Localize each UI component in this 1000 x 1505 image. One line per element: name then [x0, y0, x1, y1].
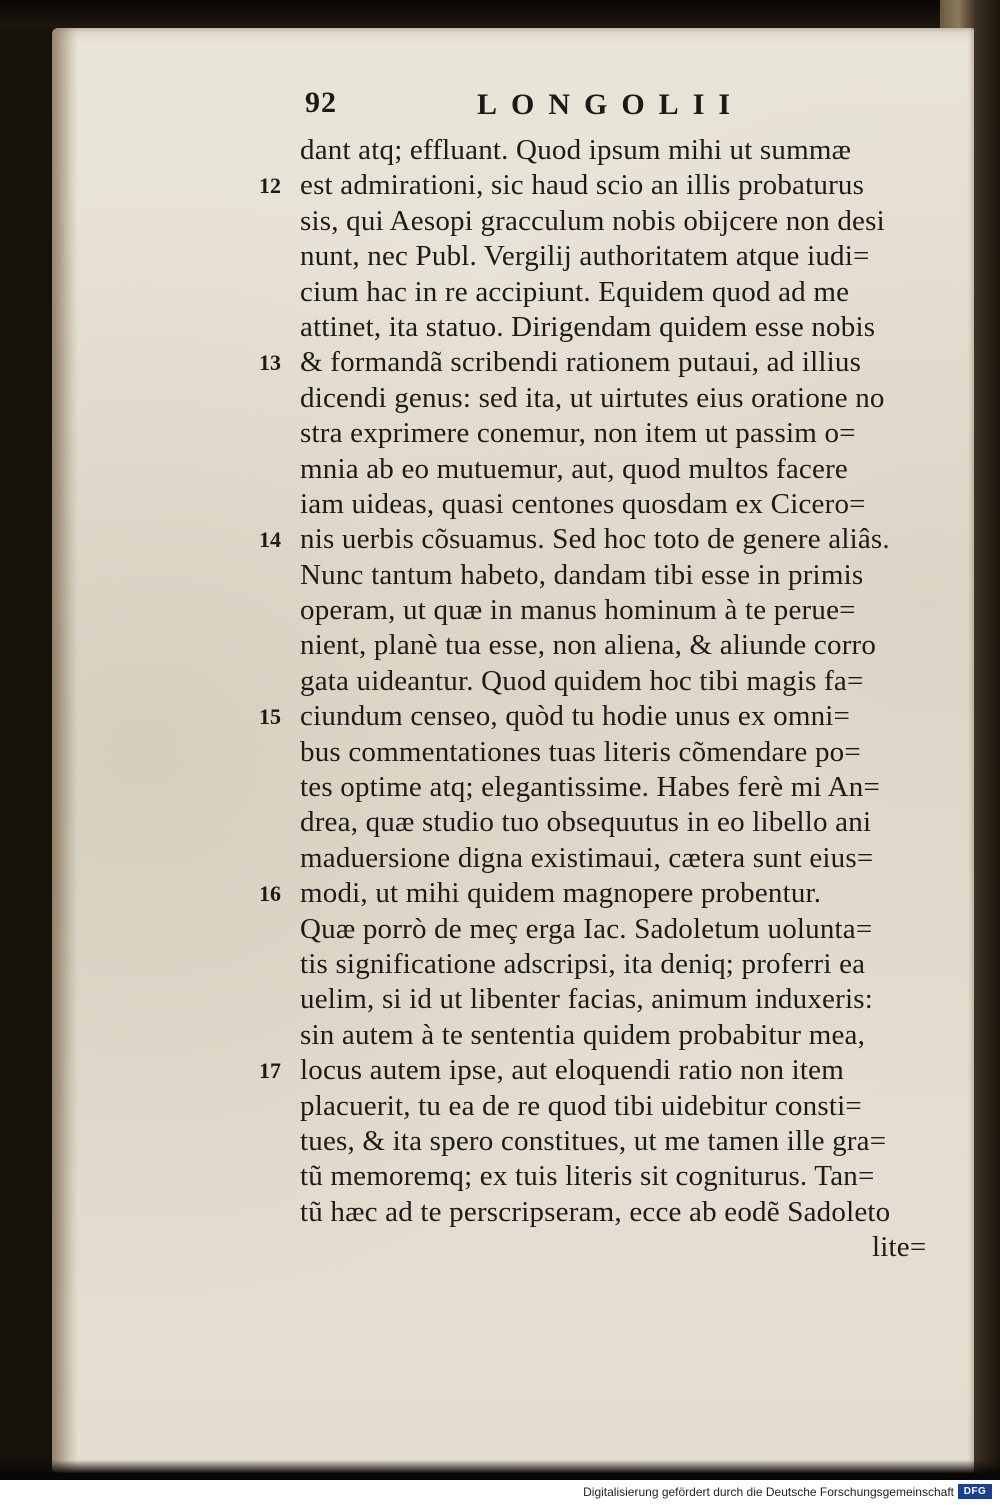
line-text: attinet, ita statuo. Dirigendam quidem esse nobis [300, 310, 876, 343]
text-line [250, 947, 960, 982]
margin-line-number: 13 [259, 350, 281, 376]
margin-line-number: 15 [259, 704, 281, 730]
text-line [250, 1018, 960, 1053]
page-header [305, 86, 805, 130]
margin-line-number: 12 [259, 173, 281, 199]
line-text: tes optime atq; elegantissime. Habes ferè mi An= [300, 771, 881, 804]
text-line [250, 593, 960, 628]
line-text: est admirationi, sic haud scio an illis probaturus [300, 169, 865, 202]
text-line [250, 558, 960, 593]
text-line [250, 239, 960, 274]
line-text: operam, ut quæ in manus hominum à te perue= [300, 594, 856, 627]
line-text: mnia ab eo mutuemur, aut, quod multos facere [300, 452, 849, 485]
line-text: tũ hæc ad te perscripseram, ecce ab eodẽ Sadoleto [300, 1195, 891, 1228]
text-block [250, 133, 960, 1266]
line-text: cium hac in re accipiunt. Equidem quod ad me [300, 275, 850, 308]
text-line [250, 1089, 960, 1124]
text-line [250, 628, 960, 663]
line-text: locus autem ipse, aut eloquendi ratio non item [300, 1054, 844, 1087]
margin-line-number: 14 [259, 527, 281, 553]
line-text: nunt, nec Publ. Vergilij authoritatem atque iudi= [300, 240, 870, 273]
text-line [250, 522, 960, 557]
line-text: ciundum censeo, quòd tu hodie unus ex omni= [300, 700, 851, 733]
line-text: maduersione digna existimaui, cætera sunt eius= [300, 841, 874, 874]
running-title: LONGOLII [477, 88, 745, 121]
line-text: sin autem à te sententia quidem probabitur mea, [300, 1018, 866, 1051]
scan-top-edge [0, 0, 1000, 28]
footer-bar [0, 1480, 1000, 1505]
line-text: Quæ porrò de meç erga Iac. Sadoletum uolunta= [300, 912, 873, 945]
text-line [250, 1195, 960, 1230]
text-line [250, 416, 960, 451]
scan-bottom-edge [0, 1460, 1000, 1480]
text-line [250, 912, 960, 947]
text-line [250, 982, 960, 1017]
text-line [250, 204, 960, 239]
page-number: 92 [305, 86, 337, 119]
line-text: & formandã scribendi rationem putaui, ad illius [300, 346, 862, 379]
text-line [250, 770, 960, 805]
text-line [250, 1159, 960, 1194]
text-line [250, 381, 960, 416]
line-text: dant atq; effluant. Quod ipsum mihi ut summæ [300, 134, 852, 166]
line-text: iam uideas, quasi centones quosdam ex Cicero= [300, 487, 866, 520]
line-text: sis, qui Aesopi gracculum nobis obijcere non desi [300, 204, 885, 237]
text-line [250, 275, 960, 310]
text-line [250, 310, 960, 345]
text-line [250, 1230, 960, 1265]
line-text: tis significatione adscripsi, ita deniq; proferri ea [300, 947, 866, 980]
page-gutter-shadow [52, 28, 78, 1473]
line-text: tues, & ita spero constitues, ut me tamen ille gra= [300, 1124, 887, 1157]
dfg-logo-icon: DFG [958, 1484, 992, 1499]
line-text: gata uideantur. Quod quidem hoc tibi magis fa= [300, 664, 864, 697]
text-line [250, 699, 960, 734]
text-line [250, 487, 960, 522]
line-text: dicendi genus: sed ita, ut uirtutes eius oratione no [300, 381, 885, 414]
line-text: bus commentationes tuas literis cõmendare po= [300, 735, 861, 768]
line-text: tũ memoremq; ex tuis literis sit cogniturus. Tan= [300, 1160, 875, 1193]
line-text: nis uerbis cõsuamus. Sed hoc toto de genere aliâs. [300, 523, 890, 556]
text-line [250, 168, 960, 203]
margin-line-number: 17 [259, 1058, 281, 1084]
line-text: lite= [872, 1231, 927, 1264]
margin-line-number: 16 [259, 881, 281, 907]
text-line [250, 805, 960, 840]
text-line [250, 841, 960, 876]
text-line [250, 1053, 960, 1088]
line-text: placuerit, tu ea de re quod tibi uidebitur consti= [300, 1089, 862, 1122]
footer-credit: Digitalisierung gefördert durch die Deutsche Forschungsgemeinschaft [583, 1485, 954, 1499]
text-line [250, 1124, 960, 1159]
line-text: stra exprimere conemur, non item ut passim o= [300, 417, 856, 450]
line-text: modi, ut mihi quidem magnopere probentur. [300, 877, 822, 910]
line-text: uelim, si id ut libenter facias, animum induxeris: [300, 983, 873, 1016]
text-line [250, 345, 960, 380]
line-text: nient, planè tua esse, non aliena, & aliunde corro [300, 629, 877, 662]
text-line [250, 452, 960, 487]
text-line [250, 876, 960, 911]
line-text: drea, quæ studio tuo obsequutus in eo libello ani [300, 806, 872, 839]
text-line [250, 133, 960, 168]
text-line [250, 735, 960, 770]
text-line [250, 664, 960, 699]
line-text: Nunc tantum habeto, dandam tibi esse in primis [300, 558, 864, 591]
